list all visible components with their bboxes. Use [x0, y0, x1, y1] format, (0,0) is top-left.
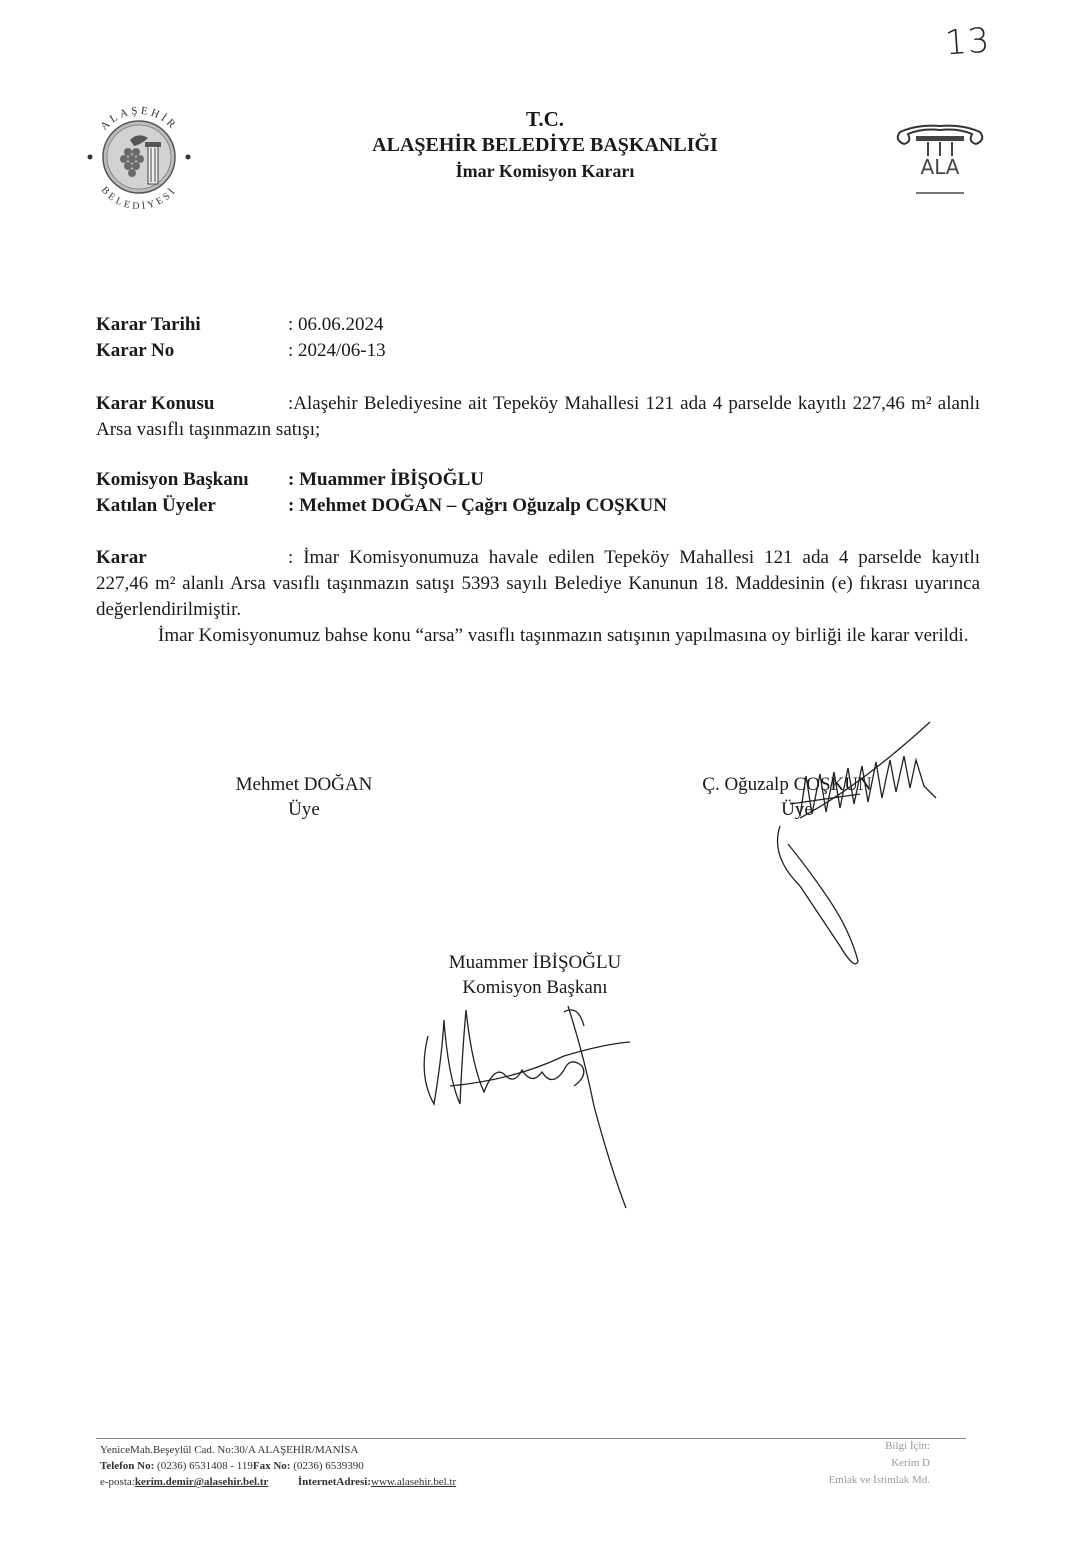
karar-text: : İmar Komisyonumuza havale edilen Tepeköy Mahallesi 121 ada 4 parselde kayıtlı 227,46 m² alanlı Arsa vasıflı taşınmazın satışı 5393 sayılı Belediye Kanunun 18. Maddesinin (e) fıkrası uyarınca değerlendirilmiştir. — [96, 547, 980, 620]
header-subtitle: İmar Komisyon Kararı — [455, 161, 635, 181]
email-label: e-posta: — [100, 1476, 135, 1488]
komisyon-baskani-label: Komisyon Başkanı — [96, 469, 249, 490]
signature-role-left: Üye — [288, 799, 320, 820]
karar-no-row — [96, 338, 386, 364]
footer-address: YeniceMah.Beşeylül Cad. No:30/A ALAŞEHİR/MANİSA — [100, 1444, 359, 1456]
fax-label: Fax No: — [252, 1460, 291, 1472]
email-link[interactable]: kerim.demir@alasehir.bel.tr — [134, 1476, 269, 1488]
signature-block-center — [420, 950, 650, 1000]
katilan-uyeler-row — [96, 493, 667, 519]
page-number: 13 — [943, 20, 992, 64]
footer — [100, 1442, 456, 1490]
header-tc: T.C. — [525, 107, 565, 131]
logo-text: ALA — [920, 155, 960, 179]
karar-no-label: Karar No — [96, 340, 175, 361]
karar-tarihi-row — [96, 312, 384, 338]
katilan-uyeler-value: : Mehmet DOĞAN – Çağrı Oğuzalp COŞKUN — [288, 495, 667, 516]
footer-right-line-3: Emlak ve İstimlak Md. — [828, 1474, 930, 1486]
phone-label: Telefon No: — [100, 1460, 155, 1472]
karar-paragraph — [96, 545, 980, 623]
document-header — [0, 106, 1090, 184]
katilan-uyeler-label: Katılan Üyeler — [96, 495, 216, 516]
footer-right-line-2: Kerim D — [891, 1457, 930, 1469]
footer-right-line-1: Bilgi İçin: — [885, 1440, 930, 1452]
karar-konusu-paragraph — [96, 391, 980, 443]
handwritten-signature-right — [740, 716, 960, 976]
seal-top-text: ALAŞEHİR — [98, 104, 180, 133]
footer-contact-line — [100, 1474, 456, 1490]
header-title: ALAŞEHİR BELEDİYE BAŞKANLIĞI — [372, 134, 718, 156]
web-label: İnternetAdresi: — [297, 1476, 372, 1488]
karar-konusu-text: :Alaşehir Belediyesine ait Tepeköy Mahallesi 121 ada 4 parselde kayıtlı 227,46 m² alanlı Arsa vasıflı taşınmazın satışı; — [96, 393, 980, 440]
karar-paragraph-2: İmar Komisyonumuz bahse konu “arsa” vasıflı taşınmazın satışının yapılmasına oy birliği ile karar verildi. — [158, 625, 969, 646]
signature-role-right: Üye — [781, 799, 813, 820]
signature-role-center: Komisyon Başkanı — [462, 977, 608, 998]
karar-konusu-label: Karar Konusu — [96, 393, 215, 414]
signature-name-left: Mehmet DOĞAN — [235, 774, 373, 795]
fax-value: (0236) 6539390 — [293, 1460, 364, 1472]
footer-right-info — [790, 1438, 930, 1489]
seal-bottom-text: BELEDİYESİ — [98, 184, 180, 213]
komisyon-baskani-value: : Muammer İBİŞOĞLU — [288, 469, 484, 490]
karar-tarihi-value: : 06.06.2024 — [288, 314, 384, 335]
komisyon-baskani-row — [96, 467, 484, 493]
signature-name-center: Muammer İBİŞOĞLU — [448, 952, 622, 973]
signature-block-left — [204, 772, 404, 822]
signature-name-right: Ç. Oğuzalp COŞKUN — [702, 774, 872, 795]
karar-tarihi-label: Karar Tarihi — [96, 314, 201, 335]
karar-no-value: : 2024/06-13 — [288, 340, 386, 361]
web-link[interactable]: www.alasehir.bel.tr — [371, 1476, 457, 1488]
phone-value: (0236) 6531408 - 119 — [157, 1460, 253, 1472]
footer-phone-line — [100, 1458, 456, 1474]
handwritten-signature-center — [414, 996, 644, 1216]
karar-label: Karar — [96, 547, 147, 568]
